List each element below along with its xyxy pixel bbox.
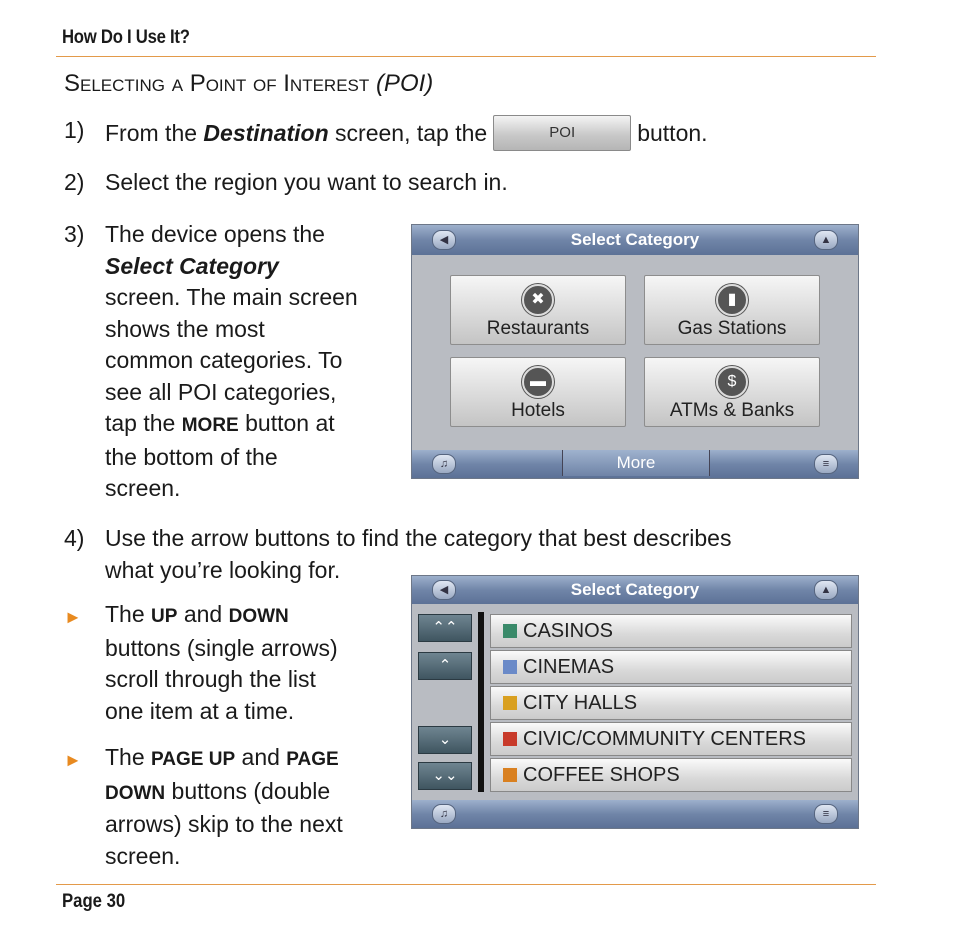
list-item: CASINOS: [490, 614, 852, 648]
bed-icon: ▬: [522, 366, 554, 398]
down-button: ⌄: [418, 726, 472, 754]
title-bar: ◀ Select Category ▲: [412, 225, 858, 255]
list-item: CINEMAS: [490, 650, 852, 684]
back-icon: ◀: [432, 230, 456, 250]
menu-icon: ≡: [814, 454, 838, 474]
poi-button-image: POI: [493, 115, 631, 151]
coffee-icon: [503, 768, 517, 782]
civic-center-icon: [503, 732, 517, 746]
cinema-icon: [503, 660, 517, 674]
home-icon: ▲: [814, 230, 838, 250]
section-title: Selecting a Point of Interest (POI): [64, 70, 434, 97]
list-item: CITY HALLS: [490, 686, 852, 720]
bullet-arrow-icon: ►: [64, 607, 82, 627]
back-icon: ◀: [432, 580, 456, 600]
home-icon: ▲: [814, 580, 838, 600]
bullet-arrow-icon: ►: [64, 750, 82, 770]
category-atms-banks: $ ATMs & Banks: [644, 357, 820, 427]
city-hall-icon: [503, 696, 517, 710]
dollar-icon: $: [716, 366, 748, 398]
menu-icon: ≡: [814, 804, 838, 824]
page-number: Page 30: [62, 891, 126, 912]
category-gas-stations: ▮ Gas Stations: [644, 275, 820, 345]
header-rule: [56, 56, 876, 57]
bottom-bar: [412, 800, 858, 828]
list-item: COFFEE SHOPS: [490, 758, 852, 792]
page-header: How Do I Use It?: [62, 27, 190, 48]
footer-rule: [56, 884, 876, 885]
select-category-screenshot: [411, 224, 859, 479]
gas-pump-icon: ▮: [716, 284, 748, 316]
volume-icon: ♫: [432, 454, 456, 474]
page-down-button: ⌄⌄: [418, 762, 472, 790]
fork-knife-icon: ✖: [522, 284, 554, 316]
category-hotels: ▬ Hotels: [450, 357, 626, 427]
casino-icon: [503, 624, 517, 638]
up-button: ⌃: [418, 652, 472, 680]
category-restaurants: ✖ Restaurants: [450, 275, 626, 345]
scrollbar: [478, 612, 484, 792]
page-up-button: ⌃⌃: [418, 614, 472, 642]
volume-icon: ♫: [432, 804, 456, 824]
list-item: CIVIC/COMMUNITY CENTERS: [490, 722, 852, 756]
more-button: More: [562, 450, 710, 476]
bottom-bar: [412, 450, 858, 478]
title-bar: ◀ Select Category ▲: [412, 576, 858, 604]
select-category-list-screenshot: [411, 575, 859, 829]
